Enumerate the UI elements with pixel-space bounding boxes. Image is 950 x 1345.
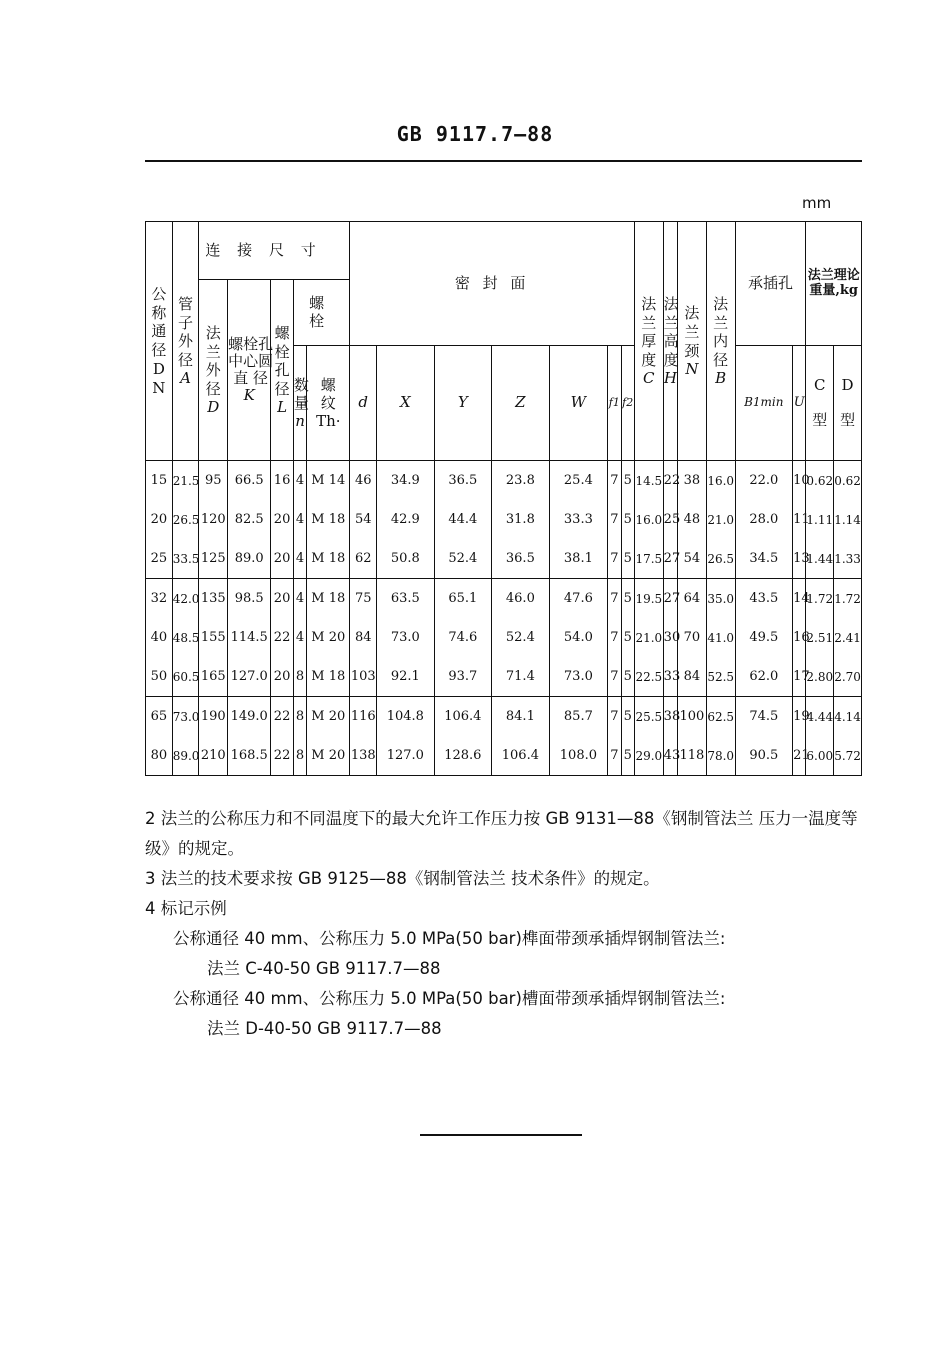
cell-c: 14.5 (634, 461, 663, 501)
cell-u: 11 (793, 500, 806, 539)
table-row (146, 539, 862, 579)
cell-u: 17 (793, 657, 806, 697)
cell-a: 73.0 (172, 697, 199, 737)
cell-wt-c: 1.44 (806, 539, 834, 579)
cell-n-neck: 48 (678, 500, 707, 539)
table-row (146, 736, 862, 776)
cell-wt-d: 4.14 (834, 697, 862, 737)
cell-y: 36.5 (434, 461, 492, 501)
cell-th: M 18 (307, 500, 350, 539)
cell-k: 149.0 (228, 697, 271, 737)
cell-th: M 18 (307, 657, 350, 697)
col-header-f1: f1 (608, 346, 621, 461)
cell-wt-d: 1.72 (834, 579, 862, 619)
cell-f1: 7 (608, 697, 621, 737)
col-header-socket: 承插孔 (735, 222, 806, 346)
cell-wt-d: 1.14 (834, 500, 862, 539)
cell-c: 21.0 (634, 618, 663, 657)
cell-n: 4 (293, 461, 306, 501)
example-1-code: 法兰 C-40-50 GB 9117.7—88 (207, 959, 441, 978)
cell-k: 168.5 (228, 736, 271, 776)
cell-f1: 7 (608, 461, 621, 501)
cell-l: 22 (271, 736, 294, 776)
cell-b: 26.5 (706, 539, 735, 579)
col-header-bolt-circle: 螺栓孔中心圆直 径 K (228, 280, 271, 461)
cell-n: 4 (293, 539, 306, 579)
cell-w: 38.1 (549, 539, 608, 579)
cell-u: 21 (793, 736, 806, 776)
col-header-flange-thickness: 法兰厚度 C (634, 222, 663, 461)
cell-x: 92.1 (377, 657, 435, 697)
cell-wt-c: 4.44 (806, 697, 834, 737)
cell-d: 62 (350, 539, 377, 579)
cell-wt-c: 2.51 (806, 618, 834, 657)
col-header-x: X (377, 346, 435, 461)
cell-th: M 20 (307, 618, 350, 657)
note-4: 4 标记示例 (145, 899, 227, 918)
cell-x: 73.0 (377, 618, 435, 657)
cell-f1: 7 (608, 736, 621, 776)
cell-l: 22 (271, 697, 294, 737)
cell-u: 10 (793, 461, 806, 501)
cell-y: 44.4 (434, 500, 492, 539)
cell-b: 78.0 (706, 736, 735, 776)
cell-x: 42.9 (377, 500, 435, 539)
col-header-weight: 法兰理论重量,kg (806, 222, 862, 346)
cell-f1: 7 (608, 500, 621, 539)
cell-h: 27 (663, 539, 677, 579)
cell-k: 66.5 (228, 461, 271, 501)
col-header-flange-od: 法兰外径 D (199, 280, 228, 461)
cell-n: 8 (293, 657, 306, 697)
cell-y: 65.1 (434, 579, 492, 619)
col-header-u: U (793, 346, 806, 461)
cell-z: 71.4 (492, 657, 550, 697)
end-rule (420, 1134, 582, 1136)
cell-x: 50.8 (377, 539, 435, 579)
cell-d: 75 (350, 579, 377, 619)
cell-th: M 18 (307, 539, 350, 579)
cell-h: 25 (663, 500, 677, 539)
cell-f2: 5 (621, 461, 634, 501)
cell-x: 127.0 (377, 736, 435, 776)
cell-n-neck: 70 (678, 618, 707, 657)
cell-c: 19.5 (634, 579, 663, 619)
cell-h: 27 (663, 579, 677, 619)
cell-l: 20 (271, 539, 294, 579)
cell-y: 74.6 (434, 618, 492, 657)
cell-dn: 25 (146, 539, 173, 579)
cell-d-od: 190 (199, 697, 228, 737)
cell-y: 93.7 (434, 657, 492, 697)
cell-dn: 50 (146, 657, 173, 697)
cell-f2: 5 (621, 579, 634, 619)
cell-a: 26.5 (172, 500, 199, 539)
cell-d-od: 135 (199, 579, 228, 619)
cell-b1min: 62.0 (735, 657, 793, 697)
cell-a: 33.5 (172, 539, 199, 579)
cell-wt-c: 1.72 (806, 579, 834, 619)
cell-f2: 5 (621, 657, 634, 697)
cell-l: 20 (271, 579, 294, 619)
row-group-2 (146, 579, 862, 697)
cell-n-neck: 100 (678, 697, 707, 737)
cell-k: 98.5 (228, 579, 271, 619)
cell-y: 52.4 (434, 539, 492, 579)
table-row (146, 461, 862, 501)
cell-dn: 20 (146, 500, 173, 539)
note-3: 3 法兰的技术要求按 GB 9125—88《钢制管法兰 技术条件》的规定。 (145, 869, 660, 888)
cell-f1: 7 (608, 539, 621, 579)
cell-d-od: 95 (199, 461, 228, 501)
table-row (146, 618, 862, 657)
cell-z: 84.1 (492, 697, 550, 737)
col-header-f2: f2 (621, 346, 634, 461)
cell-wt-d: 1.33 (834, 539, 862, 579)
cell-x: 104.8 (377, 697, 435, 737)
cell-b: 52.5 (706, 657, 735, 697)
row-group-3 (146, 697, 862, 776)
cell-b1min: 43.5 (735, 579, 793, 619)
cell-f2: 5 (621, 697, 634, 737)
cell-c: 22.5 (634, 657, 663, 697)
cell-u: 16 (793, 618, 806, 657)
cell-d: 116 (350, 697, 377, 737)
cell-l: 20 (271, 500, 294, 539)
cell-k: 114.5 (228, 618, 271, 657)
cell-n: 4 (293, 579, 306, 619)
cell-b: 35.0 (706, 579, 735, 619)
cell-u: 19 (793, 697, 806, 737)
cell-c: 17.5 (634, 539, 663, 579)
cell-l: 20 (271, 657, 294, 697)
table-row (146, 657, 862, 697)
cell-b1min: 28.0 (735, 500, 793, 539)
cell-a: 21.5 (172, 461, 199, 501)
cell-u: 14 (793, 579, 806, 619)
col-header-z: Z (492, 346, 550, 461)
cell-z: 52.4 (492, 618, 550, 657)
col-header-bolt-hole: 螺栓孔径 L (271, 280, 294, 461)
cell-d: 103 (350, 657, 377, 697)
row-group-1 (146, 461, 862, 579)
cell-n-neck: 84 (678, 657, 707, 697)
flange-dimension-table (145, 221, 862, 776)
cell-dn: 65 (146, 697, 173, 737)
cell-a: 60.5 (172, 657, 199, 697)
cell-wt-d: 5.72 (834, 736, 862, 776)
cell-a: 89.0 (172, 736, 199, 776)
cell-b: 41.0 (706, 618, 735, 657)
col-header-d: d (350, 346, 377, 461)
cell-c: 29.0 (634, 736, 663, 776)
note-2-line-2: 级》的规定。 (145, 839, 244, 858)
cell-n-neck: 64 (678, 579, 707, 619)
col-header-sealing-face: 密 封 面 (350, 222, 635, 346)
cell-n-neck: 54 (678, 539, 707, 579)
cell-wt-d: 2.70 (834, 657, 862, 697)
table-row (146, 500, 862, 539)
cell-b1min: 34.5 (735, 539, 793, 579)
cell-d-od: 165 (199, 657, 228, 697)
cell-h: 43 (663, 736, 677, 776)
cell-f1: 7 (608, 618, 621, 657)
cell-th: M 20 (307, 697, 350, 737)
cell-x: 63.5 (377, 579, 435, 619)
col-header-bolt-count: 数量 n (293, 346, 306, 461)
cell-u: 13 (793, 539, 806, 579)
cell-c: 25.5 (634, 697, 663, 737)
cell-f2: 5 (621, 618, 634, 657)
cell-d-od: 125 (199, 539, 228, 579)
example-1-text: 公称通径 40 mm、公称压力 5.0 MPa(50 bar)榫面带颈承插焊钢制管法兰: (173, 929, 726, 948)
cell-wt-c: 0.62 (806, 461, 834, 501)
cell-w: 47.6 (549, 579, 608, 619)
col-header-pipe-od: 管子外径 A (172, 222, 199, 461)
cell-b1min: 90.5 (735, 736, 793, 776)
cell-d: 84 (350, 618, 377, 657)
col-header-thread: 螺纹 Th· (307, 346, 350, 461)
cell-f2: 5 (621, 539, 634, 579)
cell-th: M 14 (307, 461, 350, 501)
cell-n: 4 (293, 500, 306, 539)
cell-d-od: 210 (199, 736, 228, 776)
cell-dn: 80 (146, 736, 173, 776)
cell-h: 33 (663, 657, 677, 697)
standard-number: GB 9117.7—88 (396, 122, 554, 146)
cell-y: 106.4 (434, 697, 492, 737)
cell-w: 25.4 (549, 461, 608, 501)
cell-th: M 18 (307, 579, 350, 619)
col-header-dn: 公称通径DN (146, 222, 173, 461)
cell-z: 46.0 (492, 579, 550, 619)
cell-wt-d: 0.62 (834, 461, 862, 501)
cell-n-neck: 38 (678, 461, 707, 501)
unit-label: mm (802, 194, 832, 212)
cell-d-od: 155 (199, 618, 228, 657)
col-header-d-type: D 型 (834, 346, 862, 461)
cell-b1min: 22.0 (735, 461, 793, 501)
cell-f2: 5 (621, 500, 634, 539)
cell-f2: 5 (621, 736, 634, 776)
cell-y: 128.6 (434, 736, 492, 776)
cell-z: 31.8 (492, 500, 550, 539)
col-header-b1min: B1min (735, 346, 793, 461)
cell-a: 48.5 (172, 618, 199, 657)
cell-z: 23.8 (492, 461, 550, 501)
cell-dn: 40 (146, 618, 173, 657)
cell-f1: 7 (608, 657, 621, 697)
cell-h: 30 (663, 618, 677, 657)
cell-wt-c: 1.11 (806, 500, 834, 539)
cell-wt-c: 6.00 (806, 736, 834, 776)
table-row (146, 697, 862, 737)
cell-b: 21.0 (706, 500, 735, 539)
cell-d: 46 (350, 461, 377, 501)
cell-b: 62.5 (706, 697, 735, 737)
col-header-bolt: 螺 栓 (293, 280, 350, 346)
col-header-c-type: C 型 (806, 346, 834, 461)
cell-wt-c: 2.80 (806, 657, 834, 697)
cell-n: 4 (293, 618, 306, 657)
col-header-neck: 法兰颈 N (678, 222, 707, 461)
cell-f1: 7 (608, 579, 621, 619)
cell-d: 54 (350, 500, 377, 539)
col-header-w: W (549, 346, 608, 461)
header-rule (145, 160, 862, 162)
col-header-flange-height: 法兰高度 H (663, 222, 677, 461)
cell-x: 34.9 (377, 461, 435, 501)
example-2-code: 法兰 D-40-50 GB 9117.7—88 (207, 1019, 442, 1038)
cell-l: 22 (271, 618, 294, 657)
cell-n-neck: 118 (678, 736, 707, 776)
cell-c: 16.0 (634, 500, 663, 539)
cell-z: 36.5 (492, 539, 550, 579)
cell-wt-d: 2.41 (834, 618, 862, 657)
note-2-line-1: 2 法兰的公称压力和不同温度下的最大允许工作压力按 GB 9131—88《钢制管法兰 压力一温度等 (145, 809, 858, 828)
cell-a: 42.0 (172, 579, 199, 619)
cell-b: 16.0 (706, 461, 735, 501)
cell-n: 8 (293, 697, 306, 737)
cell-d-od: 120 (199, 500, 228, 539)
cell-dn: 15 (146, 461, 173, 501)
cell-w: 108.0 (549, 736, 608, 776)
cell-b1min: 49.5 (735, 618, 793, 657)
cell-n: 8 (293, 736, 306, 776)
notes-section (145, 804, 865, 1044)
cell-l: 16 (271, 461, 294, 501)
cell-d: 138 (350, 736, 377, 776)
cell-k: 82.5 (228, 500, 271, 539)
cell-h: 22 (663, 461, 677, 501)
cell-w: 73.0 (549, 657, 608, 697)
example-2-text: 公称通径 40 mm、公称压力 5.0 MPa(50 bar)槽面带颈承插焊钢制管法兰: (173, 989, 726, 1008)
cell-th: M 20 (307, 736, 350, 776)
cell-w: 85.7 (549, 697, 608, 737)
cell-z: 106.4 (492, 736, 550, 776)
cell-h: 38 (663, 697, 677, 737)
cell-w: 54.0 (549, 618, 608, 657)
cell-w: 33.3 (549, 500, 608, 539)
cell-k: 89.0 (228, 539, 271, 579)
cell-k: 127.0 (228, 657, 271, 697)
cell-b1min: 74.5 (735, 697, 793, 737)
cell-dn: 32 (146, 579, 173, 619)
table-row (146, 579, 862, 619)
col-header-connection: 连 接 尺 寸 (199, 222, 350, 280)
col-header-flange-bore: 法兰内径 B (706, 222, 735, 461)
col-header-y: Y (434, 346, 492, 461)
